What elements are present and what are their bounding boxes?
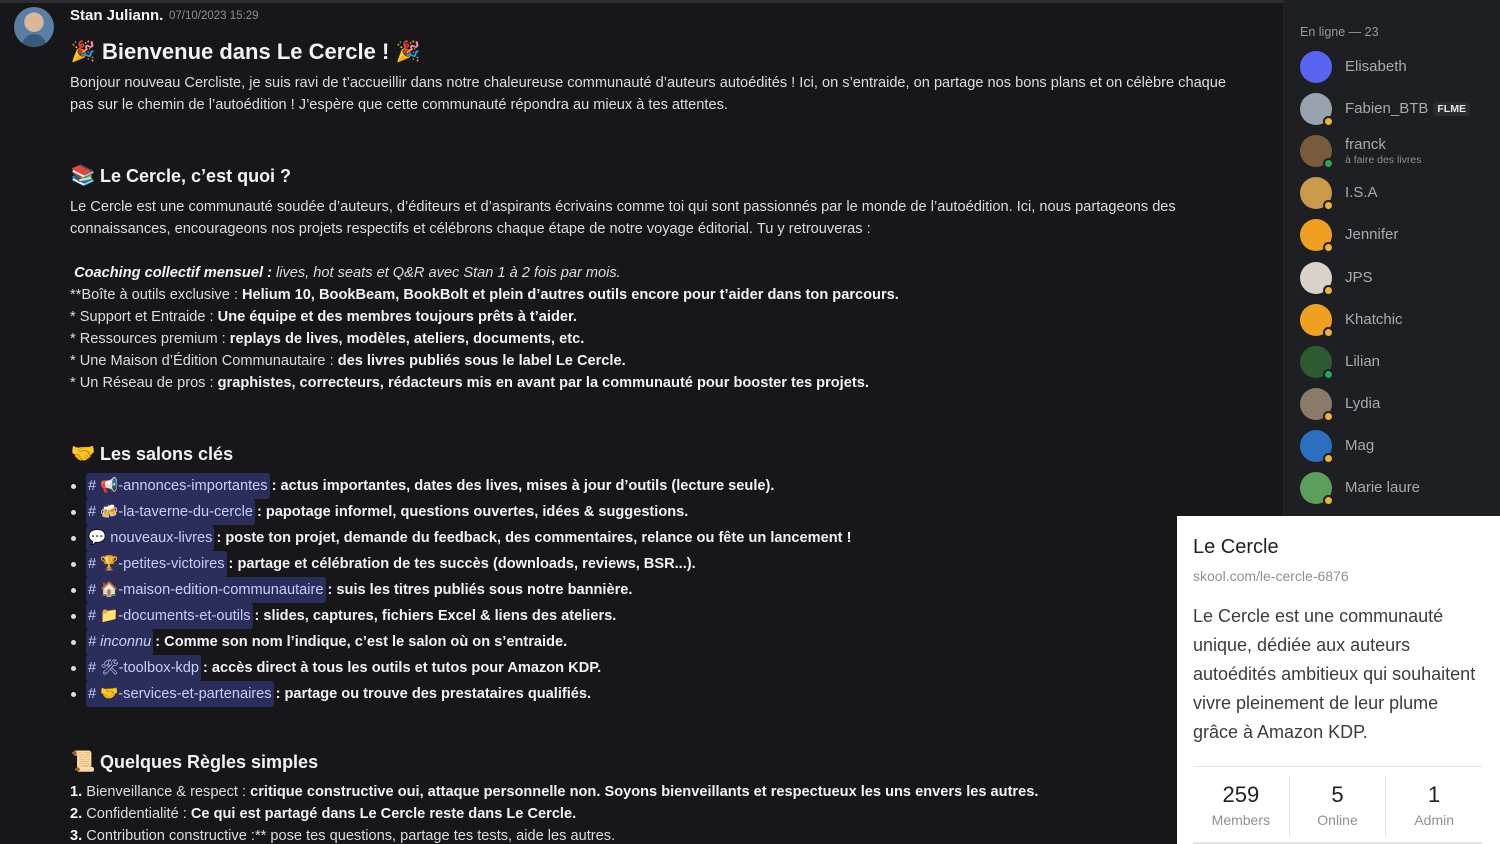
message-content	[70, 36, 1240, 844]
rules-list	[70, 781, 1240, 844]
rule-item: 3. Contribution constructive :** pose tes questions, partage tes tests, aide les autres.	[70, 828, 616, 844]
member-item[interactable]	[1300, 260, 1500, 296]
avatar	[1300, 304, 1332, 336]
feature-prefix: * Un Réseau de pros :	[70, 375, 218, 391]
list-item	[70, 629, 1240, 655]
section-title-channels	[70, 440, 1240, 468]
list-item	[70, 473, 1240, 499]
feature-label: Coaching collectif mensuel :	[74, 265, 276, 281]
channel-description: : Comme son nom l’indique, c’est le salon où on s’entraide.	[155, 634, 568, 650]
member-name: I.S.A	[1345, 184, 1378, 201]
list-item	[70, 499, 1240, 525]
feature-item	[70, 350, 1240, 372]
channel-description: : actus importantes, dates des lives, mises à jour d’outils (lecture seule).	[271, 478, 775, 494]
channel-description: : partage ou trouve des prestataires qualifiés.	[275, 686, 592, 702]
stat-label: Admin	[1414, 812, 1455, 828]
member-name: Lilian	[1345, 353, 1381, 370]
party-popper-icon: 🎉	[395, 41, 421, 63]
section-title-rules	[70, 748, 1240, 776]
member-texts	[1345, 269, 1373, 287]
channel-mention[interactable]: # 📁-documents-et-outils	[86, 603, 253, 629]
status-indicator	[1323, 327, 1334, 338]
status-indicator	[1323, 285, 1334, 296]
channel-mention[interactable]: # 🏆-petites-victoires	[86, 551, 227, 577]
party-popper-icon: 🎉	[70, 41, 96, 63]
stat-members[interactable]	[1193, 776, 1289, 836]
card-title[interactable]: Le Cercle	[1193, 536, 1279, 558]
message-title	[70, 36, 1240, 68]
avatar	[1300, 51, 1332, 83]
books-icon: 📚	[70, 165, 96, 187]
member-name: Lydia	[1345, 395, 1381, 412]
channel-description: : slides, captures, fichiers Excel & liens des ateliers.	[254, 608, 617, 624]
stat-value: 1	[1428, 782, 1441, 807]
feature-prefix: **Boîte à outils exclusive :	[70, 287, 242, 303]
list-item	[70, 681, 1240, 707]
handshake-icon: 🤝	[70, 443, 96, 465]
channel-description: : accès direct à tous les outils et tutos pour Amazon KDP.	[202, 660, 602, 676]
feature-detail: graphistes, correcteurs, rédacteurs mis en avant par la communauté pour booster tes projets.	[217, 375, 869, 391]
avatar	[1300, 346, 1332, 378]
member-name-line	[1345, 479, 1420, 497]
member-name: Marie laure	[1345, 479, 1421, 496]
stat-label: Members	[1211, 812, 1271, 828]
member-item[interactable]	[1300, 386, 1500, 422]
list-item	[70, 525, 1240, 551]
member-item[interactable]	[1300, 133, 1500, 169]
card-url[interactable]: skool.com/le-cercle-6876	[1193, 568, 1349, 584]
stat-label: Online	[1317, 812, 1358, 828]
member-texts	[1345, 311, 1403, 329]
member-tag-badge: FLME	[1433, 102, 1470, 116]
channel-mention[interactable]: 💬 nouveaux-livres	[86, 525, 214, 551]
stat-value: 259	[1222, 782, 1260, 807]
section-text-what: Le Cercle est une communauté soudée d’auteurs, d’éditeurs et d’aspirants écrivains comme toi qui sont passionnés par le monde de l’autoédition. Ici, nous partageons des connaissances, encourageons nos projets respectifs et célébrons chaque étape de notre voyage éditorial. Tu y retrouveras :	[70, 199, 1176, 237]
status-indicator	[1323, 369, 1334, 380]
member-activity: à faire des livres	[1345, 153, 1422, 166]
member-item[interactable]	[1300, 344, 1500, 380]
list-item	[70, 551, 1240, 577]
feature-item	[70, 372, 1240, 394]
member-texts	[1345, 395, 1380, 413]
list-item	[70, 577, 1240, 603]
member-name-line	[1345, 395, 1380, 413]
feature-detail: des livres publiés sous le label Le Cercle.	[337, 353, 626, 369]
section-title-text: Les salons clés	[100, 444, 234, 464]
member-texts	[1345, 58, 1407, 76]
feature-item	[70, 284, 1240, 306]
channel-list	[70, 473, 1240, 707]
member-texts	[1345, 437, 1374, 455]
member-name: JPS	[1345, 269, 1373, 286]
feature-item	[70, 306, 1240, 328]
member-item[interactable]	[1300, 428, 1500, 464]
avatar	[1300, 262, 1332, 294]
status-indicator	[1323, 242, 1334, 253]
channel-description: : papotage informel, questions ouvertes, idées & suggestions.	[256, 504, 689, 520]
avatar	[1300, 219, 1332, 251]
section-title-text: Le Cercle, c’est quoi ?	[100, 166, 292, 186]
channel-mention[interactable]: # 🤝-services-et-partenaires	[86, 681, 274, 707]
avatar	[1300, 430, 1332, 462]
member-name: Jennifer	[1345, 226, 1399, 243]
member-name-line	[1345, 311, 1403, 329]
member-name-line	[1345, 269, 1373, 287]
feature-detail: lives, hot seats et Q&R avec Stan 1 à 2 fois par mois.	[275, 265, 621, 281]
author-name[interactable]: Stan Juliann.	[70, 7, 164, 24]
member-item[interactable]	[1300, 91, 1500, 127]
member-item[interactable]	[1300, 175, 1500, 211]
status-indicator	[1323, 411, 1334, 422]
stat-value: 5	[1331, 782, 1344, 807]
avatar	[1300, 135, 1332, 167]
scroll-icon: 📜	[70, 751, 96, 773]
avatar	[1300, 472, 1332, 504]
member-item[interactable]	[1300, 470, 1500, 506]
feature-detail: Une équipe et des membres toujours prêts à t’aider.	[217, 309, 577, 325]
stat-online[interactable]	[1289, 776, 1386, 836]
avatar	[1300, 93, 1332, 125]
online-header: En ligne — 23	[1300, 25, 1379, 39]
author-avatar[interactable]	[14, 7, 54, 47]
card-stats	[1193, 776, 1482, 836]
feature-prefix: * Une Maison d’Édition Communautaire :	[70, 353, 338, 369]
card-description: Le Cercle est une communauté unique, dédiée aux auteurs autoédités ambitieux qui souhaitent vivre pleinement de leur plume grâce à Amazon KDP.	[1193, 606, 1476, 742]
avatar	[1300, 177, 1332, 209]
member-texts	[1345, 184, 1378, 202]
stat-admin[interactable]	[1385, 776, 1482, 836]
rule-item: 2. Confidentialité : Ce qui est partagé dans Le Cercle reste dans Le Cercle.	[70, 806, 577, 822]
member-name-line	[1345, 136, 1421, 154]
message-timestamp: 07/10/2023 15:29	[169, 10, 259, 22]
channel-description: : suis les titres publiés sous notre bannière.	[327, 582, 633, 598]
community-card[interactable]	[1177, 516, 1500, 844]
section-title-what	[70, 162, 1240, 190]
member-name-line	[1345, 226, 1398, 244]
member-item[interactable]	[1300, 217, 1500, 253]
status-indicator	[1323, 495, 1334, 506]
channel-mention[interactable]: # 🏠-maison-edition-communautaire	[86, 577, 326, 603]
member-name-line	[1345, 184, 1378, 202]
feature-detail: replays de lives, modèles, ateliers, documents, etc.	[229, 331, 585, 347]
member-texts	[1345, 136, 1421, 167]
feature-prefix: * Support et Entraide :	[70, 309, 218, 325]
member-item[interactable]	[1300, 49, 1500, 85]
channel-mention[interactable]: # inconnu	[86, 629, 153, 655]
member-texts	[1345, 479, 1420, 497]
card-divider	[1193, 766, 1482, 767]
rule-item: 1. Bienveillance & respect : critique constructive oui, attaque personnelle non. Soyons bienveillants et respectueux les uns envers les autres.	[70, 784, 1039, 800]
intro-text: Bonjour nouveau Cercliste, je suis ravi de t’accueillir dans notre chaleureuse communauté d’auteurs autoédités ! Ici, on s’entraide, on partage nos bons plans et on célèbre chaque pas sur le chemin de l’autoédition ! J’espère que cette communauté répondra au mieux à tes attentes.	[70, 75, 1227, 113]
feature-item	[70, 328, 1240, 350]
member-name-line	[1345, 100, 1470, 118]
message-title-text: Bienvenue dans Le Cercle !	[102, 39, 390, 64]
feature-detail: Helium 10, BookBeam, BookBolt et plein d’autres outils encore pour t’aider dans ton parcours.	[241, 287, 899, 303]
channel-description: : poste ton projet, demande du feedback, des commentaires, relance ou fête un lancement !	[216, 530, 852, 546]
member-texts	[1345, 353, 1380, 371]
member-texts	[1345, 100, 1470, 118]
feature-prefix: * Ressources premium :	[70, 331, 230, 347]
member-name-line	[1345, 437, 1374, 455]
channel-mention[interactable]: # 📢-annonces-importantes	[86, 473, 270, 499]
list-item	[70, 603, 1240, 629]
feature-item	[70, 262, 1240, 284]
section-title-text: Quelques Règles simples	[100, 752, 319, 772]
member-name: Fabien_BTB	[1345, 100, 1429, 117]
channel-mention[interactable]: # 🛠-toolbox-kdp	[86, 655, 201, 681]
status-indicator	[1323, 200, 1334, 211]
status-indicator	[1323, 158, 1334, 169]
features-list	[70, 262, 1240, 394]
list-item	[70, 655, 1240, 681]
member-item[interactable]	[1300, 302, 1500, 338]
status-indicator	[1323, 116, 1334, 127]
avatar	[1300, 388, 1332, 420]
member-texts	[1345, 226, 1398, 244]
member-name: Elisabeth	[1345, 58, 1407, 75]
status-indicator	[1323, 453, 1334, 464]
channel-mention[interactable]: # 🍻-la-taverne-du-cercle	[86, 499, 255, 525]
member-name: Mag	[1345, 437, 1375, 454]
member-name: franck	[1345, 135, 1386, 153]
channel-description: : partage et célébration de tes succès (downloads, reviews, BSR...).	[228, 556, 696, 572]
member-name: Khatchic	[1345, 311, 1403, 328]
member-name-line	[1345, 353, 1380, 371]
member-name-line	[1345, 58, 1407, 76]
